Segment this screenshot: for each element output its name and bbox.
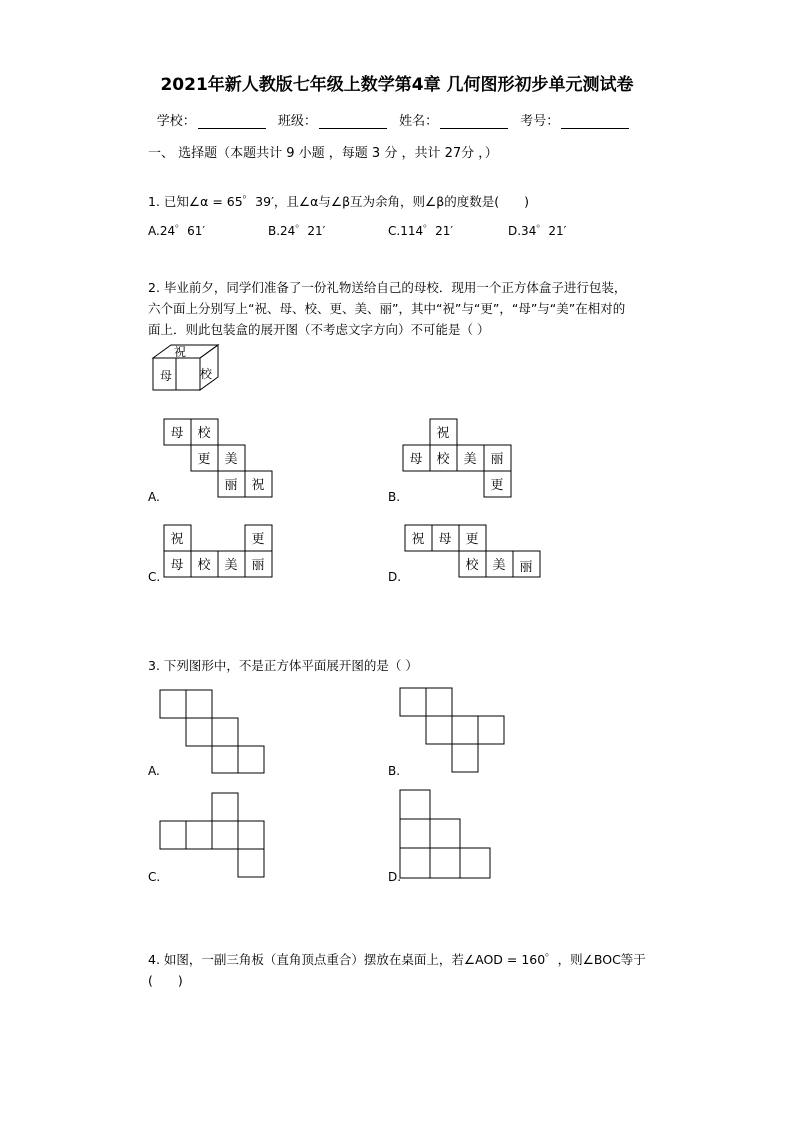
net-c-cell: 校 — [197, 558, 211, 573]
net-b-cell: 母 — [409, 452, 423, 467]
q2-line-3: 面上．则此包装盒的展开图（不考虑文字方向）不可能是（ ） — [148, 322, 490, 337]
class-label: 班级： — [277, 114, 317, 129]
exam-no-label: 考号： — [520, 114, 560, 129]
section-heading: 一、 选择题（本题共计 9 小题 ，每题 3 分 ，共计 27分 ，） — [148, 146, 498, 161]
q4-line-2: ( ) — [148, 973, 183, 988]
net-c-cell: 祝 — [170, 532, 184, 547]
student-info-line — [0, 110, 794, 129]
q1-option-c: C.114゜21′ — [388, 224, 454, 238]
name-blank — [440, 116, 508, 129]
page-title: 2021年新人教版七年级上数学第4章 几何图形初步单元测试卷 — [160, 75, 634, 95]
q1-option-d: D.34゜21′ — [508, 224, 567, 238]
q3-net-a — [159, 689, 267, 775]
q2-line-2: 六个面上分别写上“祝、母、校、更、美、丽”，其中“祝”与“更”，“母”与“美”在相对的 — [148, 301, 626, 316]
q3-label-d: D. — [388, 870, 402, 884]
net-c-cell: 美 — [224, 558, 238, 573]
q3-net-d — [399, 789, 493, 881]
q1-option-a: A.24゜61′ — [148, 224, 206, 238]
q2-net-d — [403, 523, 543, 581]
q3-label-b: B. — [388, 764, 401, 778]
net-d-cell: 校 — [465, 558, 479, 573]
q1-option-b: B.24゜21′ — [268, 224, 326, 238]
net-a-cell: 更 — [197, 452, 211, 467]
school-label: 学校： — [156, 114, 196, 129]
net-c-cell: 丽 — [251, 558, 265, 573]
q2-label-a: A. — [148, 490, 160, 504]
net-a-cell: 母 — [170, 426, 184, 441]
name-label: 姓名： — [399, 114, 439, 129]
q2-label-b: B. — [388, 490, 401, 504]
net-d-cell: 母 — [438, 532, 452, 547]
q2-line-1: 2. 毕业前夕，同学们准备了一份礼物送给自己的母校．现用一个正方体盒子进行包装， — [148, 280, 627, 295]
net-a-cell: 美 — [224, 452, 238, 467]
net-b-cell: 更 — [490, 478, 504, 493]
q2-net-c — [162, 523, 274, 581]
q3-label-c: C. — [148, 870, 161, 884]
q2-label-d: D. — [388, 570, 402, 584]
q3-text: 3. 下列图形中，不是正方体平面展开图的是（ ） — [148, 658, 418, 673]
net-c-cell: 更 — [251, 532, 265, 547]
net-b-cell: 美 — [463, 452, 477, 467]
q4-line-1: 4. 如图，一副三角板（直角顶点重合）摆放在桌面上，若∠AOD = 160゜，则∠BOC等于 — [148, 952, 646, 967]
net-d-cell: 更 — [465, 532, 479, 547]
q2-net-b — [401, 417, 513, 501]
exam-no-blank — [561, 116, 629, 129]
cube-top-face: 祝 — [173, 345, 187, 359]
q2-label-c: C. — [148, 570, 161, 584]
net-d-cell: 美 — [492, 558, 506, 573]
q3-net-b — [399, 687, 507, 775]
net-c-cell: 母 — [170, 558, 184, 573]
cube-illustration — [148, 340, 228, 400]
net-b-cell: 祝 — [436, 426, 450, 441]
q3-net-c — [159, 792, 267, 880]
q1-text: 1. 已知∠α = 65゜39′，且∠α与∠β互为余角，则∠β的度数是( ) — [148, 194, 529, 209]
school-blank — [198, 116, 266, 129]
class-blank — [319, 116, 387, 129]
q2-net-a — [162, 417, 274, 501]
net-a-cell: 校 — [197, 426, 211, 441]
net-a-cell: 丽 — [224, 478, 238, 493]
net-b-cell: 校 — [436, 452, 450, 467]
cube-side-face: 校 — [199, 367, 213, 381]
net-a-cell: 祝 — [251, 478, 265, 493]
net-d-cell: 丽 — [519, 560, 533, 575]
cube-front-face: 母 — [159, 369, 173, 383]
net-d-cell: 祝 — [411, 532, 425, 547]
q3-label-a: A. — [148, 764, 160, 778]
net-b-cell: 丽 — [490, 452, 504, 467]
